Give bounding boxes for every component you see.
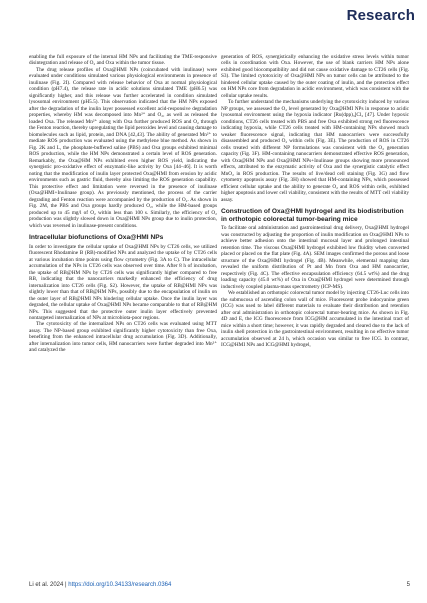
footer-separator: | <box>63 582 69 588</box>
right-column <box>221 54 409 349</box>
page-footer <box>29 582 410 588</box>
citation: Li et al. 2024 <box>29 582 64 588</box>
section-heading: Intracellular biofunctions of Oxa@HMI NPs <box>29 234 164 242</box>
paragraph: In order to investigate the cellular uptake of Oxa@HMI NPs by CT26 cells, we utilized fluorescent Rhodamine B (RB)-modified NPs and analyzed the uptake of by CT26 cells at various incubation time points using flow cytometry (Fig. 3A to C). The intracellular accumulation of the NPs in CT26 cells was observed over time. After 8 h of incubation, the uptake of RB@HM NPs by CT26 cells was significantly higher compared to free RB, indicating that the nanocarriers markedly enhanced the efficiency of drug internalization into CT26 cells (Fig. S2). However, the uptake of RB@HMI NPs was slightly lower than that of RB@HM NPs, possibly due to the encapsulation of inulin on the outer layer of RB@HMI NPs hindering cellular uptake. Once the inulin layer was degraded, the cellular uptake of Oxa@HMI NPs became comparable to that of RB@HM NPs. This suggested that the protective outer inulin layer effectively prevented nontargeted internalization of NPs at microbiota-poor regions. <box>29 243 217 321</box>
paragraph: The drug release profiles of Oxa@HMI NPs (coincubated with inulinase) were evaluated under conditions simulated various physiological environments in presence of inulinase (Fig. 2I). Compared with release behavior of Oxa at normal physiological condition (pH7.4), the release rate in acidic solutions simulated TME (pH6.5) was significantly higher, and this release was further accelerated in condition simulated lysosomal environment (pH5.5). This observation indicated that the HM NPs exposed after the degradation of the inulin layer possessed excellent acid-responsive degradation properties, whereby HM was decomposed into Mn²⁺ and O₂, as well as released the loaded Oxa. The released Mn²⁺ along with Oxa further produced ROS and O₂ through the Fenton reaction, thereby upregulating the lipid peroxides level and causing damage to biomolecules such as lipid, protein, and DNA [42,43]. The ability of generated Mn²⁺ to mediate ROS production was evaluated using the methylene blue method. As shown in Fig. 2K and L, the phosphate-buffered saline (PBS) and Oxa groups exhibited minimal ROS production, while the HM NPs demonstrated a certain level of ROS generation. Remarkably, the Oxa@HM NPs exhibited even higher ROS yield, indicating the synergistic pro-oxidative effect of enzymatic-like activity by Oxa [44–46]. It is worth noting that the modification of inulin layer protected Oxa@HMI from erosion by acidic environments such as gastric fluid, thereby also limiting the ROS generation capability. This protective effect and limitation were reversed in the presence of inulinase (Oxa@HMI+Inulinase group). As previously mentioned, the process of the carrier degrading and Fenton reaction were accompanied by the production of O₂. As shown in Fig. 2M, the PBS and Oxa groups hardly produced O₂, while the HM-based groups produced up to 45 mg/l of O₂ within less than 100 s. Similarly, the efficiency of O₂ production was slightly slowed down in Oxa@HMI NPs group due to inulin protection, which was reversed in inulinase-present conditions. <box>29 66 217 229</box>
paragraph: generation of ROS, synergistically enhancing the oxidative stress levels within tumor cells in coordination with Oxa. However, the use of blank carriers HM NPs alone exhibited good biocompatibility and did not cause oxidative damage to CT26 cells (Fig. S3). The limited cytotoxicity of Oxa@HMI NPs on tumor cells can be attributed to the hindered cellular uptake caused by the outer coating of inulin, and the protection effect on HM NPs core from degradation in acidic environment, which was consistent with the cellular uptake results. <box>221 54 409 99</box>
journal-title: Research <box>346 7 415 24</box>
paragraph: The cytotoxicity of the internalized NPs on CT26 cells was evaluated using MTT assay. The NP-based group exhibited significantly higher cytotoxicity than free Oxa, benefiting from the enhanced intracellular drug accumulation (Fig. 3D). Additionally, after internalization into tumor cells, HM nanocarriers were further degraded into Mn²⁺ and catalyzed the <box>29 321 217 354</box>
paragraph: To further understand the mechanisms underlying the cytotoxicity induced by various NP groups, we assessed the O₂ level generated by Oxa@HMI NPs in response to acidic lysosomal environment using the hypoxia indicator [Ru(dpp)₃]Cl₂ [47]. Under hypoxic conditions, CT26 cells treated with PBS and free Oxa exhibited strong red fluorescence indicating hypoxia, while CT26 cells treated with HM-containing NPs showed much weaker fluorescence signal, indicating that HM nanocarriers were successfully disassembled and produced O₂ within cells (Fig. 3E). The production of ROS in CT26 cells treated with different NP formulations was consistent with the O₂ generation capacity (Fig. 3F). HM-containing nanocarriers demonstrated effective ROS generation, with Oxa@HM NPs and Oxa@HMI NPs+Inulinase groups showing more pronounced effects, attributed to the enzymatic activity of Oxa and the synergistic catalytic effect MnO₂ in ROS production. The results of live/dead cell staining (Fig. 3G) and flow cytometry apoptosis assay (Fig. 3H) showed that HM-containing NPs, which possessed efficient cellular uptake and the ability to generate O₂ and ROS within cells, exhibited higher apoptosis and lower cell viability, consistent with the results of MTT cell viability assay. <box>221 99 409 203</box>
doi-link[interactable]: https://doi.org/10.34133/research.0364 <box>68 582 172 588</box>
page-number: 5 <box>406 582 410 588</box>
paragraph: We established an orthotopic colorectal tumor model by injecting CT26-Luc cells into the submucosa of ascending colon wall of mice. Fluorescent probe indocyanine green (ICG) was used to label different materials to evaluate their distribution and retention after oral administration in orthotopic colorectal tumor-bearing mice. As shown in Fig. 4D and E, the ICG fluorescence from ICG@HM accumulated in the intestinal tract of mice within a short time; however, it was rapidly degraded and cleared due to the lack of inulin shell protection in the gastrointestinal environment, resulting in no effective tumor accumulation observed at 24 h, which occasion was similar to free ICG. In contrast, ICG@HMI NPs and ICG@HMI hydrogel, <box>221 290 409 349</box>
left-column <box>29 54 217 354</box>
paragraph: enabling the full exposure of the internal HM NPs and facilitating the TME-responsive disintegration and release of O₂ and Oxa within the tumor tissue. <box>29 54 217 67</box>
paragraph: To facilitate oral administration and gastrointestinal drug delivery, Oxa@HMI hydrogel was constructed by adjusting the proportion of inulin modification on Oxa@HMI NPs to achieve better adhesion onto the intestinal mucosal layer and prolonged intestinal retention time. The viscous Oxa@HMI hydrogel exhibited low fluidity when converted placed or placed on the flat plate (Fig. 4A). SEM images confirmed the porous and loose structure of the Oxa@HMI hydrogel (Fig. 4B). Meanwhile, elemental mapping data revealed the uniform distribution of Pt and Mn from Oxa and HM nanocarrier, respectively (Fig. 4C). The effective encapsulation efficiency (64.5 wt%) and the drug loading capacity (45.0 wt%) of Oxa in Oxa@HMI hydrogel were determined through inductively coupled plasma-mass spectrometry (ICP-MS). <box>221 225 409 290</box>
section-heading: Construction of Oxa@HMI hydrogel and its biodistribution in orthotopic colorectal tumor-bearing mice <box>221 208 404 223</box>
